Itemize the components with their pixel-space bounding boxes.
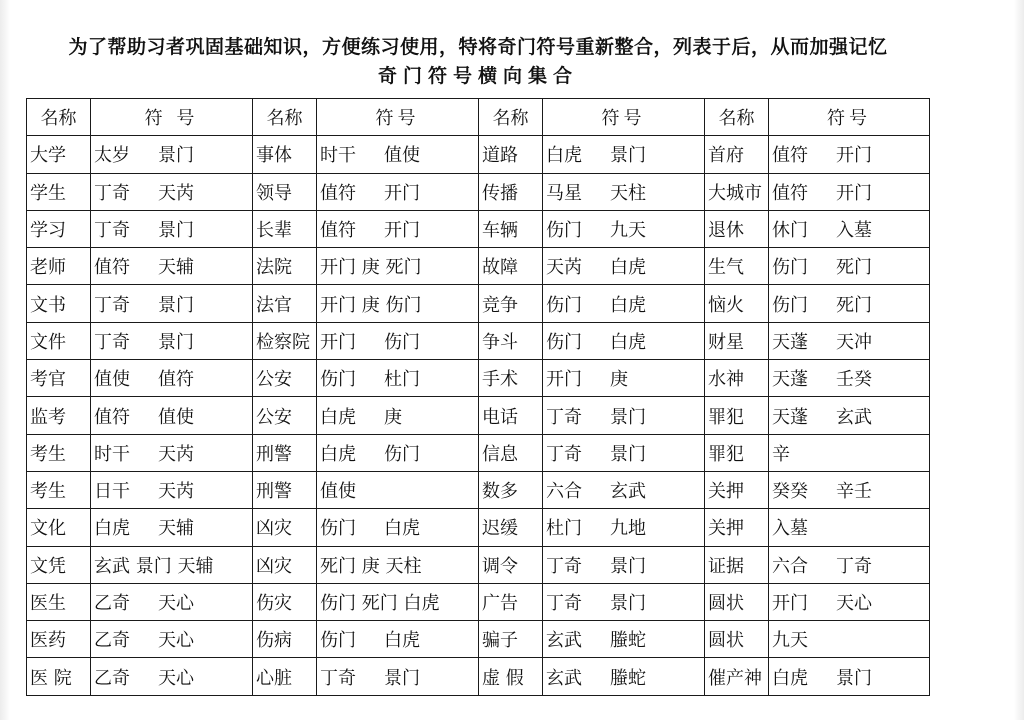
symbol-cell [91, 434, 253, 471]
symbol-primary: 伤门 [546, 220, 582, 242]
symbol-secondary: 玄武 [610, 481, 646, 503]
symbol-primary: 伤门 [320, 518, 356, 540]
symbol-primary: 玄武 景门 天辅 [94, 555, 214, 577]
table-row [27, 136, 930, 173]
symbol-primary: 休门 [772, 220, 808, 242]
symbol-secondary: 天芮 [158, 481, 194, 503]
term-cell: 学习 [27, 210, 91, 247]
term-cell: 考生 [27, 471, 91, 508]
symbol-primary: 值使 [94, 369, 130, 391]
symbol-secondary: 九天 [610, 220, 646, 242]
symbol-cell [543, 285, 705, 322]
term-cell: 电话 [479, 397, 543, 434]
term-cell: 监考 [27, 397, 91, 434]
symbol-primary: 六合 [772, 555, 808, 577]
symbol-secondary: 伤门 [384, 443, 420, 465]
symbol-primary: 丁奇 [94, 294, 130, 316]
symbol-cell [769, 210, 930, 247]
term-cell: 学生 [27, 173, 91, 210]
symbol-cell [317, 322, 479, 359]
symbol-cell [543, 434, 705, 471]
symbol-secondary: 玄武 [836, 406, 872, 428]
term-cell: 法院 [253, 248, 317, 285]
table-row [27, 658, 930, 695]
term-cell: 大学 [27, 136, 91, 173]
symbol-secondary: 伤门 [384, 331, 420, 353]
term-cell: 道路 [479, 136, 543, 173]
term-cell: 事体 [253, 136, 317, 173]
symbol-cell [543, 583, 705, 620]
table-row [27, 173, 930, 210]
term-cell: 关押 [705, 471, 769, 508]
symbol-primary: 丁奇 [546, 443, 582, 465]
symbol-secondary: 白虎 [610, 294, 646, 316]
symbol-cell [543, 471, 705, 508]
symbol-primary: 值符 [772, 182, 808, 204]
table-row [27, 471, 930, 508]
symbol-cell [543, 248, 705, 285]
symbol-cell [317, 360, 479, 397]
symbol-cell [91, 360, 253, 397]
term-cell: 公安 [253, 360, 317, 397]
symbol-cell [317, 136, 479, 173]
symbol-primary: 丁奇 [546, 555, 582, 577]
symbol-cell [317, 173, 479, 210]
symbol-secondary: 天芮 [158, 443, 194, 465]
symbol-secondary: 开门 [384, 220, 420, 242]
symbol-primary: 太岁 [94, 145, 130, 167]
symbol-cell [769, 471, 930, 508]
symbol-primary: 开门 [772, 593, 808, 614]
symbol-cell [769, 136, 930, 173]
symbol-primary: 乙奇 [94, 630, 130, 652]
term-cell: 恼火 [705, 285, 769, 322]
symbol-secondary: 死门 [836, 257, 872, 279]
document-header [0, 32, 956, 90]
symbol-primary: 白虎 [320, 406, 356, 428]
symbol-cell [91, 397, 253, 434]
symbol-primary: 丁奇 [546, 593, 582, 614]
term-cell: 长辈 [253, 210, 317, 247]
symbol-cell [543, 173, 705, 210]
symbol-cell [317, 621, 479, 658]
term-cell: 医药 [27, 621, 91, 658]
symbol-secondary: 白虎 [610, 257, 646, 279]
table-row [27, 248, 930, 285]
term-cell: 圆状 [705, 621, 769, 658]
table-title: 奇门符号横向集合 [377, 65, 578, 87]
symbol-cell [317, 248, 479, 285]
symbol-secondary: 庚 [610, 369, 628, 391]
symbol-cell [769, 658, 930, 695]
symbol-primary: 开门 庚 伤门 [320, 294, 422, 316]
header-symbol-cell: 符 号 [91, 99, 253, 136]
symbol-cell [543, 360, 705, 397]
symbol-primary: 乙奇 [94, 593, 130, 614]
symbol-secondary: 景门 [158, 145, 194, 167]
symbol-primary: 丁奇 [94, 220, 130, 242]
symbol-primary: 伤门 死门 白虎 [320, 593, 440, 614]
symbol-cell [769, 360, 930, 397]
term-cell: 考官 [27, 360, 91, 397]
symbol-primary: 癸癸 [772, 481, 808, 503]
symbol-secondary: 值符 [158, 369, 194, 391]
symbol-secondary: 天心 [158, 630, 194, 652]
term-cell: 关押 [705, 509, 769, 546]
term-cell: 首府 [705, 136, 769, 173]
term-cell: 争斗 [479, 322, 543, 359]
symbol-cell [91, 285, 253, 322]
symbol-primary: 时干 [94, 443, 130, 465]
symbol-cell [543, 136, 705, 173]
term-cell: 手术 [479, 360, 543, 397]
symbol-secondary: 天心 [158, 593, 194, 614]
symbol-primary: 值符 [772, 145, 808, 167]
table-row [27, 210, 930, 247]
symbol-cell [543, 509, 705, 546]
symbol-primary: 死门 庚 天柱 [320, 555, 422, 577]
symbol-primary: 天蓬 [772, 331, 808, 353]
symbol-secondary: 景门 [610, 145, 646, 167]
symbol-cell [769, 248, 930, 285]
term-cell: 医 院 [27, 658, 91, 695]
term-cell: 罪犯 [705, 434, 769, 471]
header-symbol-cell: 符号 [317, 99, 479, 136]
symbol-primary: 玄武 [546, 667, 582, 689]
symbol-secondary: 景门 [384, 667, 420, 689]
term-cell: 公安 [253, 397, 317, 434]
term-cell: 迟缓 [479, 509, 543, 546]
symbol-primary: 杜门 [546, 518, 582, 540]
symbol-primary: 伤门 [772, 257, 808, 279]
term-cell: 文凭 [27, 546, 91, 583]
symbol-cell [91, 546, 253, 583]
symbol-secondary: 死门 [836, 294, 872, 316]
symbol-secondary: 天芮 [158, 182, 194, 204]
symbol-secondary: 景门 [158, 331, 194, 353]
term-cell: 领导 [253, 173, 317, 210]
symbol-cell [317, 471, 479, 508]
page-edge-right [1014, 0, 1024, 720]
symbol-primary: 白虎 [320, 443, 356, 465]
term-cell: 虚 假 [479, 658, 543, 695]
symbol-primary: 丁奇 [94, 182, 130, 204]
term-cell: 大城市 [705, 173, 769, 210]
header-symbol-cell: 符号 [543, 99, 705, 136]
term-cell: 凶灾 [253, 509, 317, 546]
symbol-primary: 丁奇 [320, 667, 356, 689]
symbol-cell [769, 285, 930, 322]
symbol-primary: 九天 [772, 630, 808, 652]
symbol-secondary: 杜门 [384, 369, 420, 391]
symbol-cell [769, 583, 930, 620]
symbol-cell [91, 322, 253, 359]
symbol-cell [317, 546, 479, 583]
table-row [27, 360, 930, 397]
symbol-cell [543, 658, 705, 695]
symbol-cell [91, 173, 253, 210]
symbol-cell [317, 397, 479, 434]
symbol-primary: 玄武 [546, 630, 582, 652]
symbol-secondary: 天冲 [836, 331, 872, 353]
symbol-primary: 天蓬 [772, 406, 808, 428]
term-cell: 退休 [705, 210, 769, 247]
page-edge-left [0, 0, 10, 720]
table-row [27, 509, 930, 546]
symbol-primary: 伤门 [546, 294, 582, 316]
symbol-secondary: 天辅 [158, 257, 194, 279]
symbol-cell [91, 248, 253, 285]
symbol-secondary: 景门 [158, 220, 194, 242]
term-cell: 文化 [27, 509, 91, 546]
symbol-secondary: 天心 [158, 667, 194, 689]
term-cell: 水神 [705, 360, 769, 397]
symbol-primary: 开门 [320, 331, 356, 353]
symbol-secondary: 白虎 [384, 630, 420, 652]
symbol-cell [769, 397, 930, 434]
symbol-secondary: 天柱 [610, 182, 646, 204]
symbol-secondary: 螣蛇 [610, 630, 646, 652]
symbol-cell [317, 509, 479, 546]
symbol-primary: 时干 [320, 145, 356, 167]
symbol-secondary: 景门 [610, 443, 646, 465]
term-cell: 凶灾 [253, 546, 317, 583]
term-cell: 文书 [27, 285, 91, 322]
symbol-cell [91, 583, 253, 620]
symbol-secondary: 壬癸 [836, 369, 872, 391]
symbol-primary: 伤门 [320, 369, 356, 391]
symbol-primary: 伤门 [772, 294, 808, 316]
table-row [27, 583, 930, 620]
table-row [27, 397, 930, 434]
term-cell: 传播 [479, 173, 543, 210]
symbol-secondary: 景门 [610, 555, 646, 577]
symbol-secondary: 开门 [836, 145, 872, 167]
term-cell: 考生 [27, 434, 91, 471]
symbol-cell [543, 546, 705, 583]
term-cell: 圆状 [705, 583, 769, 620]
term-cell: 伤灾 [253, 583, 317, 620]
symbol-primary: 六合 [546, 481, 582, 503]
symbol-primary: 马星 [546, 182, 582, 204]
symbol-cell [317, 658, 479, 695]
term-cell: 催产神 [705, 658, 769, 695]
header-name-cell: 名称 [705, 99, 769, 136]
symbol-primary: 值符 [94, 406, 130, 428]
symbol-secondary: 九地 [610, 518, 646, 540]
symbol-primary: 天芮 [546, 257, 582, 279]
symbol-cell [91, 136, 253, 173]
symbol-primary: 值符 [320, 182, 356, 204]
term-cell: 医生 [27, 583, 91, 620]
symbol-cell [769, 509, 930, 546]
symbol-primary: 天蓬 [772, 369, 808, 391]
table-body [27, 136, 930, 695]
symbol-primary: 辛 [772, 443, 790, 465]
symbol-secondary: 景门 [610, 406, 646, 428]
term-cell: 故障 [479, 248, 543, 285]
symbol-secondary: 辛壬 [836, 481, 872, 503]
symbol-cell [543, 210, 705, 247]
symbol-cell [769, 546, 930, 583]
symbol-primary: 丁奇 [94, 331, 130, 353]
intro-title: 为了帮助习者巩固基础知识，方便练习使用，特将奇门符号重新整合，列表于后，从而加强记忆 [68, 36, 888, 58]
symbol-secondary: 天心 [836, 593, 872, 614]
symbol-cell [317, 434, 479, 471]
symbol-secondary: 景门 [836, 667, 872, 689]
table-row [27, 546, 930, 583]
symbol-secondary: 白虎 [610, 331, 646, 353]
symbol-cell [91, 509, 253, 546]
symbol-secondary: 景门 [610, 593, 646, 614]
symbol-cell [91, 210, 253, 247]
symbol-cell [91, 621, 253, 658]
symbol-table [26, 98, 930, 696]
term-cell: 车辆 [479, 210, 543, 247]
symbol-secondary: 螣蛇 [610, 667, 646, 689]
symbol-secondary: 值使 [384, 145, 420, 167]
symbol-cell [543, 397, 705, 434]
table-row [27, 434, 930, 471]
symbol-cell [543, 322, 705, 359]
term-cell: 老师 [27, 248, 91, 285]
symbol-secondary: 开门 [384, 182, 420, 204]
term-cell: 法官 [253, 285, 317, 322]
symbol-primary: 白虎 [94, 518, 130, 540]
symbol-cell [769, 621, 930, 658]
term-cell: 检察院 [253, 322, 317, 359]
term-cell: 竞争 [479, 285, 543, 322]
symbol-primary: 值符 [94, 257, 130, 279]
header-name-cell: 名称 [253, 99, 317, 136]
term-cell: 调令 [479, 546, 543, 583]
symbol-primary: 开门 庚 死门 [320, 257, 422, 279]
symbol-secondary: 开门 [836, 182, 872, 204]
symbol-secondary: 天辅 [158, 518, 194, 540]
symbol-cell [91, 471, 253, 508]
symbol-primary: 伤门 [320, 630, 356, 652]
symbol-primary: 白虎 [546, 145, 582, 167]
symbol-secondary: 丁奇 [836, 555, 872, 577]
symbol-primary: 入墓 [772, 518, 808, 540]
term-cell: 文件 [27, 322, 91, 359]
table-row [27, 322, 930, 359]
symbol-primary: 白虎 [772, 667, 808, 689]
table-row [27, 285, 930, 322]
symbol-secondary: 入墓 [836, 220, 872, 242]
term-cell: 数多 [479, 471, 543, 508]
symbol-primary: 开门 [546, 369, 582, 391]
symbol-cell [317, 210, 479, 247]
symbol-primary: 值使 [320, 481, 356, 503]
term-cell: 证据 [705, 546, 769, 583]
symbol-primary: 日干 [94, 481, 130, 503]
term-cell: 罪犯 [705, 397, 769, 434]
term-cell: 刑警 [253, 471, 317, 508]
symbol-secondary: 白虎 [384, 518, 420, 540]
symbol-primary: 伤门 [546, 331, 582, 353]
symbol-primary: 丁奇 [546, 406, 582, 428]
symbol-cell [91, 658, 253, 695]
symbol-primary: 乙奇 [94, 667, 130, 689]
symbol-cell [317, 285, 479, 322]
symbol-secondary: 庚 [384, 406, 402, 428]
table-header-row [27, 99, 930, 136]
symbol-cell [543, 621, 705, 658]
term-cell: 骗子 [479, 621, 543, 658]
header-symbol-cell: 符号 [769, 99, 930, 136]
symbol-secondary: 景门 [158, 294, 194, 316]
header-name-cell: 名称 [27, 99, 91, 136]
symbol-secondary: 值使 [158, 406, 194, 428]
term-cell: 信息 [479, 434, 543, 471]
table-row [27, 621, 930, 658]
header-name-cell: 名称 [479, 99, 543, 136]
term-cell: 生气 [705, 248, 769, 285]
term-cell: 伤病 [253, 621, 317, 658]
symbol-primary: 值符 [320, 220, 356, 242]
symbol-cell [317, 583, 479, 620]
symbol-cell [769, 173, 930, 210]
symbol-cell [769, 434, 930, 471]
term-cell: 心脏 [253, 658, 317, 695]
term-cell: 刑警 [253, 434, 317, 471]
term-cell: 财星 [705, 322, 769, 359]
symbol-cell [769, 322, 930, 359]
term-cell: 广告 [479, 583, 543, 620]
